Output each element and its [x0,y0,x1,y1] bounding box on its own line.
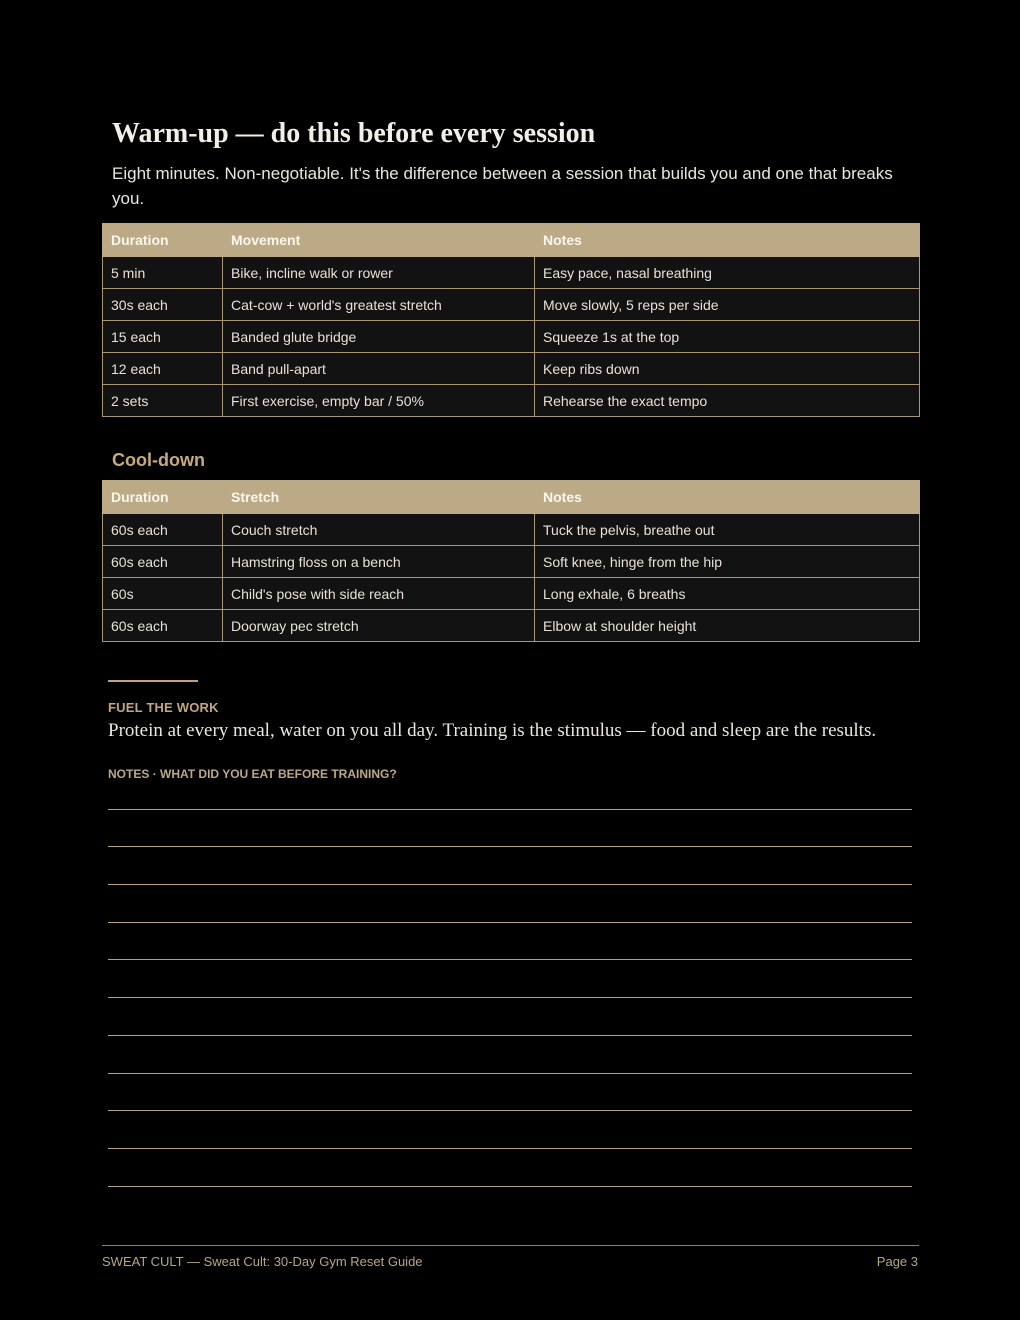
page-number: Page 3 [876,1254,918,1269]
cell-notes: Elbow at shoulder height [535,610,920,642]
table-row [103,321,920,353]
table-row [103,546,920,578]
note-line[interactable] [108,810,912,848]
cell-stretch: Couch stretch [223,514,535,546]
cell-notes: Tuck the pelvis, breathe out [535,514,920,546]
note-line[interactable] [108,885,912,923]
column-header-duration: Duration [103,224,223,257]
table-row [103,257,920,289]
cell-notes: Move slowly, 5 reps per side [535,289,920,321]
footer-title: SWEAT CULT — Sweat Cult: 30-Day Gym Reset Guide [102,1254,423,1269]
column-header-notes: Notes [535,481,920,514]
cell-movement: First exercise, empty bar / 50% [223,385,535,417]
note-line[interactable] [108,923,912,961]
table-row [103,289,920,321]
cell-duration: 60s each [103,546,223,578]
note-line[interactable] [108,1074,912,1112]
cell-duration: 60s each [103,514,223,546]
note-line[interactable] [108,960,912,998]
column-header-notes: Notes [535,224,920,257]
cell-duration: 60s [103,578,223,610]
cooldown-table [102,480,920,642]
table-row [103,610,920,642]
cell-movement: Band pull-apart [223,353,535,385]
cell-notes: Keep ribs down [535,353,920,385]
cell-notes: Soft knee, hinge from the hip [535,546,920,578]
cooldown-heading: Cool-down [112,450,205,470]
column-header-movement: Movement [223,224,535,257]
cell-notes: Easy pace, nasal breathing [535,257,920,289]
cell-duration: 2 sets [103,385,223,417]
notes-label: NOTES · WHAT DID YOU EAT BEFORE TRAINING? [108,767,397,781]
warmup-table [102,223,920,417]
cell-duration: 30s each [103,289,223,321]
fuel-divider [108,680,198,682]
cell-duration: 12 each [103,353,223,385]
cell-movement: Cat-cow + world's greatest stretch [223,289,535,321]
table-header-row [103,481,920,514]
cell-stretch: Hamstring floss on a bench [223,546,535,578]
cell-notes: Squeeze 1s at the top [535,321,920,353]
cell-duration: 5 min [103,257,223,289]
fuel-text: Protein at every meal, water on you all day. Training is the stimulus — food and sleep are the results. [108,720,877,741]
cell-duration: 15 each [103,321,223,353]
note-line[interactable] [108,998,912,1036]
cell-notes: Rehearse the exact tempo [535,385,920,417]
warmup-title: Warm-up — do this before every session [112,118,596,149]
column-header-stretch: Stretch [223,481,535,514]
note-line[interactable] [108,1036,912,1074]
cell-notes: Long exhale, 6 breaths [535,578,920,610]
warmup-subtitle: Eight minutes. Non-negotiable. It's the difference between a session that builds you and one that breaks you. [112,164,893,208]
notes-lines [108,772,912,1187]
note-line[interactable] [108,1149,912,1187]
cell-stretch: Doorway pec stretch [223,610,535,642]
cell-movement: Bike, incline walk or rower [223,257,535,289]
note-line[interactable] [108,847,912,885]
cell-duration: 60s each [103,610,223,642]
fuel-label: FUEL THE WORK [108,700,219,715]
table-row [103,385,920,417]
note-line[interactable] [108,1111,912,1149]
footer-divider [102,1245,919,1246]
table-row [103,514,920,546]
note-line[interactable] [108,772,912,810]
column-header-duration: Duration [103,481,223,514]
cell-stretch: Child's pose with side reach [223,578,535,610]
table-header-row [103,224,920,257]
cell-movement: Banded glute bridge [223,321,535,353]
table-row [103,353,920,385]
table-row [103,578,920,610]
